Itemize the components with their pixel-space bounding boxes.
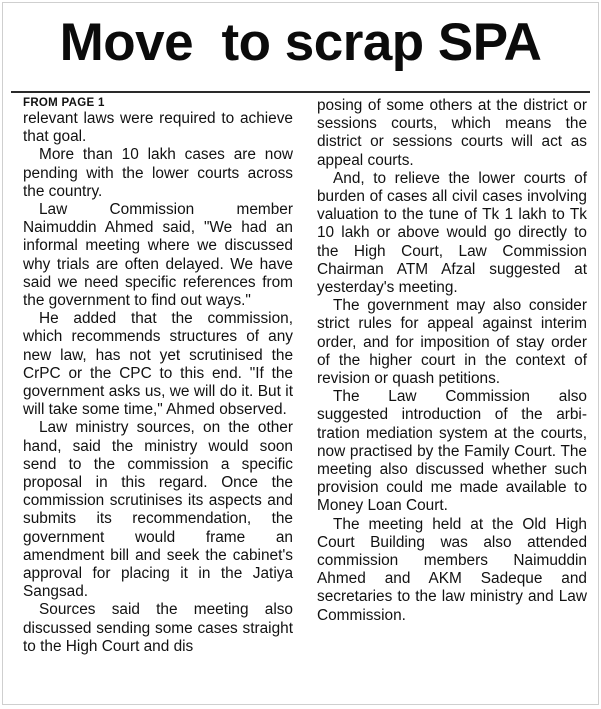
- paragraph-right-4: The Law Commission also suggested introduction of the arbitration mediation system at the courts, now practised by the Family Court. The meeting also discussed whether such provision could me made available to Money Loan Court.: [317, 388, 587, 515]
- paragraph-right-1: posing of some others at the district or sessions courts, which means the district or sessions courts will act as appeal courts.: [317, 97, 587, 169]
- headline: Move to scrap SPA: [59, 13, 542, 72]
- paragraph-right-5: The meeting held at the Old High Court Building was also attended commission members Naimuddin Ahmed and AKM Sadeque and secretaries to the law ministry and Law Commission.: [317, 515, 587, 624]
- paragraph-left-6: Sources said the meeting also discussed sending some cases straight to the High Court and dis: [23, 601, 293, 655]
- paragraph-left-5: Law ministry sources, on the other hand, said the ministry would soon send to the commission a specific proposal in this regard. Once the commission scrutinises its aspects and submits its recommendation, the government would frame an amendment bill and seek the cabinet's approval for placing it in the Jatiya Sangsad.: [23, 419, 293, 601]
- continued-from-label: FROM PAGE 1: [23, 97, 105, 109]
- column-left: [23, 97, 293, 656]
- newspaper-clipping: [2, 2, 599, 705]
- column-right: [317, 97, 587, 656]
- paragraph-left-2: More than 10 lakh cases are now pending with the lower courts across the country.: [23, 146, 293, 200]
- paragraph-left-3: Law Commission member Naimuddin Ahmed said, "We had an informal meeting where we discussed why trials are often delayed. We have said we need specific references from the government to find out ways.": [23, 201, 293, 310]
- headline-rule: [11, 91, 590, 93]
- paragraph-right-3: The government may also consider strict rules for appeal against interim order, and for imposition of stay order of the higher court in the context of revision or quash petitions.: [317, 297, 587, 388]
- paragraph-left-1: relevant laws were required to achieve that goal.: [23, 110, 293, 146]
- paragraph-right-2: And, to relieve the lower courts of burden of cases all civil cases involving valuation to the tune of Tk 1 lakh to Tk 10 lakh or above would go directly to the High Court, Law Commission Chairman ATM Afzal suggested at yesterday's meeting.: [317, 169, 587, 297]
- paragraph-left-4: He added that the commission, which recommends structures of any new law, has not yet scrutinised the CrPC or the CPC to this end. "If the government asks us, we will do it. But it will take some time," Ahmed observed.: [23, 310, 293, 419]
- article-body: [23, 97, 588, 656]
